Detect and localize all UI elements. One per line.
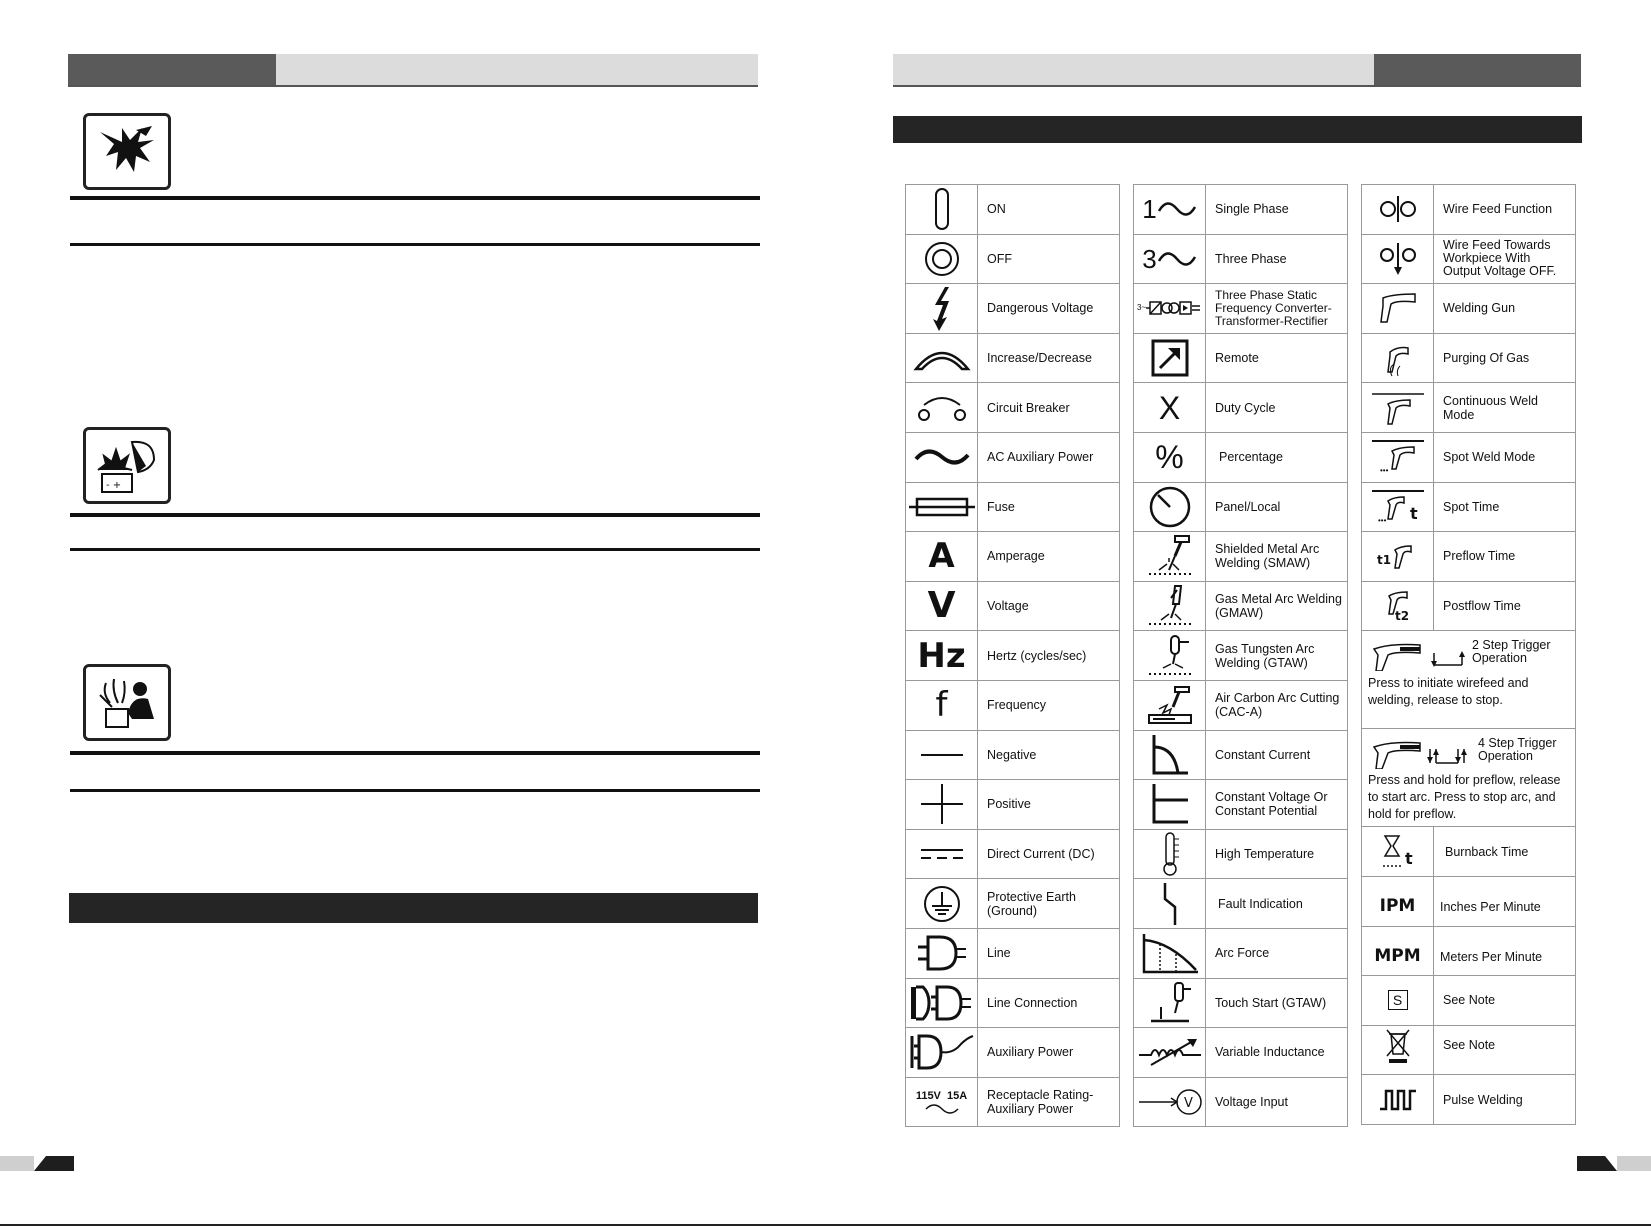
table-row xyxy=(1134,234,1348,284)
table-row xyxy=(906,730,1120,780)
converter-phase-glyph: 3~ xyxy=(1136,303,1147,313)
symbol-table-column3 xyxy=(1361,184,1576,1125)
table-row xyxy=(1362,827,1576,877)
left-section-heading-bar xyxy=(69,893,758,923)
section3-bottom-rule xyxy=(70,789,760,792)
welding-gun-icon xyxy=(1362,284,1434,334)
panel-local-icon xyxy=(1134,482,1206,532)
table-row xyxy=(906,581,1120,631)
table-row xyxy=(906,532,1120,582)
table-row xyxy=(906,1028,1120,1078)
voltage-icon: V xyxy=(906,581,978,631)
two-step-trigger-cell xyxy=(1362,631,1576,729)
table-row xyxy=(906,879,1120,929)
circuit-breaker-icon xyxy=(906,383,978,433)
symbol-label: Fault Indication xyxy=(1206,879,1348,929)
table-row xyxy=(1134,185,1348,235)
gmaw-icon xyxy=(1134,581,1206,631)
symbol-label: Percentage xyxy=(1206,432,1348,482)
hertz-icon: Hz xyxy=(906,631,978,681)
table-row xyxy=(1134,829,1348,879)
symbol-label: Wire Feed Towards Workpiece With Output Voltage OFF. xyxy=(1434,234,1576,284)
fuse-icon xyxy=(906,482,978,532)
table-row xyxy=(1134,978,1348,1028)
table-row xyxy=(1362,185,1576,235)
spot-time-icon xyxy=(1362,482,1434,532)
burnback-time-icon xyxy=(1362,827,1434,877)
fault-indication-icon xyxy=(1134,879,1206,929)
table-row xyxy=(1362,234,1576,284)
ac-auxiliary-power-icon xyxy=(906,432,978,482)
table-row xyxy=(906,680,1120,730)
table-row xyxy=(1134,730,1348,780)
ipm-icon: IPM xyxy=(1362,876,1434,926)
touch-start-icon xyxy=(1134,978,1206,1028)
symbol-label: Direct Current (DC) xyxy=(978,829,1120,879)
table-row xyxy=(906,780,1120,830)
table-row xyxy=(1134,383,1348,433)
purging-gas-icon xyxy=(1362,333,1434,383)
symbol-label: Duty Cycle xyxy=(1206,383,1348,433)
mpm-icon: MPM xyxy=(1362,926,1434,976)
left-header-underline xyxy=(68,85,758,87)
symbol-label: ON xyxy=(978,185,1120,235)
symbol-label: AC Auxiliary Power xyxy=(978,432,1120,482)
left-page-tab-light xyxy=(0,1156,34,1171)
table-row xyxy=(1134,284,1348,334)
symbol-label: Voltage xyxy=(978,581,1120,631)
table-row xyxy=(1134,432,1348,482)
table-row xyxy=(1362,1025,1576,1075)
table-row xyxy=(1362,976,1576,1026)
table-row xyxy=(1362,383,1576,433)
variable-inductance-icon xyxy=(1134,1028,1206,1078)
off-symbol-icon xyxy=(906,234,978,284)
negative-icon xyxy=(906,730,978,780)
symbol-label: Burnback Time xyxy=(1434,827,1576,877)
frequency-icon: f xyxy=(906,680,978,730)
symbol-label: Spot Time xyxy=(1434,482,1576,532)
symbol-label: Voltage Input xyxy=(1206,1077,1348,1127)
table-row xyxy=(1134,532,1348,582)
left-header-light-bar xyxy=(276,54,758,85)
table-row xyxy=(1362,532,1576,582)
symbol-label: OFF xyxy=(978,234,1120,284)
receptacle-rating-glyph: 115V 15A xyxy=(915,1089,968,1102)
symbol-label: Line xyxy=(978,928,1120,978)
wire-feed-towards-workpiece-icon xyxy=(1362,234,1434,284)
table-row xyxy=(906,928,1120,978)
symbol-label: Shielded Metal Arc Welding (SMAW) xyxy=(1206,532,1348,582)
table-row xyxy=(1362,729,1576,827)
symbol-label: Auxiliary Power xyxy=(978,1028,1120,1078)
symbol-label: See Note xyxy=(1434,976,1576,1026)
symbol-label: Panel/Local xyxy=(1206,482,1348,532)
three-phase-icon xyxy=(1134,234,1206,284)
moving-parts-hand-icon xyxy=(83,113,171,190)
single-phase-icon xyxy=(1134,185,1206,235)
symbol-label: See Note xyxy=(1434,1025,1576,1075)
right-header-underline xyxy=(893,85,1581,87)
symbol-label: Preflow Time xyxy=(1434,532,1576,582)
symbol-table-column1 xyxy=(905,184,1120,1127)
auxiliary-power-icon xyxy=(906,1028,978,1078)
preflow-time-glyph: t1 xyxy=(1376,553,1391,568)
table-row xyxy=(1134,928,1348,978)
section1-bottom-rule xyxy=(70,243,760,246)
two-step-trigger-desc: Press to initiate wirefeed and welding, release to stop. xyxy=(1368,676,1529,708)
symbol-label: Positive xyxy=(978,780,1120,830)
table-row xyxy=(1362,482,1576,532)
table-row xyxy=(906,829,1120,879)
table-row xyxy=(1362,631,1576,729)
table-row xyxy=(1362,581,1576,631)
table-row xyxy=(1362,926,1576,976)
battery-acid-spray-icon xyxy=(83,664,171,741)
remote-icon xyxy=(1134,333,1206,383)
symbol-label: Pulse Welding xyxy=(1434,1075,1576,1125)
preflow-time-icon xyxy=(1362,532,1434,582)
four-step-trigger-title: 4 Step Trigger Operation xyxy=(1478,736,1557,764)
constant-current-icon xyxy=(1134,730,1206,780)
table-row xyxy=(1362,1075,1576,1125)
table-row xyxy=(906,978,1120,1028)
symbol-label: Receptacle Rating-Auxiliary Power xyxy=(978,1077,1120,1127)
protective-earth-icon xyxy=(906,879,978,929)
symbol-label: Remote xyxy=(1206,333,1348,383)
symbol-label: Variable Inductance xyxy=(1206,1028,1348,1078)
right-section-heading-bar xyxy=(893,116,1582,143)
table-row xyxy=(1134,581,1348,631)
pulse-welding-icon xyxy=(1362,1075,1434,1125)
line-connection-icon xyxy=(906,978,978,1028)
table-row xyxy=(1134,879,1348,929)
four-step-trigger-desc: Press and hold for preflow, release to start arc. Press to stop arc, and hold for preflow. xyxy=(1368,773,1561,822)
duty-cycle-icon: X xyxy=(1134,383,1206,433)
arc-force-icon xyxy=(1134,928,1206,978)
table-row xyxy=(906,333,1120,383)
right-header-light-bar xyxy=(893,54,1374,85)
burnback-time-glyph: t xyxy=(1404,848,1413,868)
section2-bottom-rule xyxy=(70,548,760,551)
table-row xyxy=(1362,432,1576,482)
right-page-number-tab xyxy=(1577,1156,1617,1171)
section1-top-rule xyxy=(70,196,760,200)
two-step-trigger-icon xyxy=(1370,639,1470,671)
table-row xyxy=(1134,680,1348,730)
symbol-label: Protective Earth (Ground) xyxy=(978,879,1120,929)
spot-time-glyph: t xyxy=(1409,503,1418,523)
voltage-input-glyph: V xyxy=(1183,1095,1193,1111)
symbol-label: Three Phase Static Frequency Converter-Transformer-Rectifier xyxy=(1206,284,1348,334)
table-row xyxy=(1134,1028,1348,1078)
gtaw-icon xyxy=(1134,631,1206,681)
symbol-label: Three Phase xyxy=(1206,234,1348,284)
battery-explosion-icon xyxy=(83,427,171,504)
symbol-label: Constant Voltage Or Constant Potential xyxy=(1206,780,1348,830)
svg-text:- +: - + xyxy=(106,479,122,491)
constant-voltage-icon xyxy=(1134,780,1206,830)
symbol-label: Dangerous Voltage xyxy=(978,284,1120,334)
two-step-trigger-title: 2 Step Trigger Operation xyxy=(1472,638,1551,666)
symbol-label: Circuit Breaker xyxy=(978,383,1120,433)
right-page-tab-light xyxy=(1617,1156,1651,1171)
symbol-label: Spot Weld Mode xyxy=(1434,432,1576,482)
symbol-label: Continuous Weld Mode xyxy=(1434,383,1576,433)
postflow-time-glyph: t2 xyxy=(1394,609,1409,624)
symbol-label: Touch Start (GTAW) xyxy=(1206,978,1348,1028)
symbol-label: Meters Per Minute xyxy=(1434,926,1576,976)
symbol-label: Fuse xyxy=(978,482,1120,532)
receptacle-rating-icon xyxy=(906,1077,978,1127)
high-temperature-icon xyxy=(1134,829,1206,879)
symbol-label: Line Connection xyxy=(978,978,1120,1028)
continuous-weld-icon xyxy=(1362,383,1434,433)
amperage-icon: A xyxy=(906,532,978,582)
table-row xyxy=(906,383,1120,433)
dangerous-voltage-icon xyxy=(906,284,978,334)
table-row xyxy=(906,482,1120,532)
postflow-time-icon xyxy=(1362,581,1434,631)
wire-feed-function-icon xyxy=(1362,185,1434,235)
spot-weld-icon xyxy=(1362,432,1434,482)
table-row xyxy=(1134,780,1348,830)
symbol-label: High Temperature xyxy=(1206,829,1348,879)
table-row xyxy=(1134,333,1348,383)
increase-decrease-icon xyxy=(906,333,978,383)
symbol-label: Welding Gun xyxy=(1434,284,1576,334)
on-symbol-icon xyxy=(906,185,978,235)
symbol-label: Amperage xyxy=(978,532,1120,582)
see-note-s-glyph: S xyxy=(1388,990,1408,1010)
symbol-label: Arc Force xyxy=(1206,928,1348,978)
four-step-trigger-cell xyxy=(1362,729,1576,827)
smaw-icon xyxy=(1134,532,1206,582)
phase-number: 3 xyxy=(1142,243,1157,274)
left-page-number-tab xyxy=(34,1156,74,1171)
symbol-label: Frequency xyxy=(978,680,1120,730)
four-step-trigger-icon xyxy=(1370,737,1474,769)
symbol-label: Postflow Time xyxy=(1434,581,1576,631)
table-row xyxy=(906,234,1120,284)
line-plug-icon xyxy=(906,928,978,978)
symbol-label: Air Carbon Arc Cutting (CAC-A) xyxy=(1206,680,1348,730)
static-converter-icon xyxy=(1134,284,1206,334)
percentage-icon: % xyxy=(1134,432,1206,482)
table-row xyxy=(1134,1077,1348,1127)
symbol-label: Inches Per Minute xyxy=(1434,876,1576,926)
symbol-label: Constant Current xyxy=(1206,730,1348,780)
symbol-label: Negative xyxy=(978,730,1120,780)
symbol-label: Increase/Decrease xyxy=(978,333,1120,383)
table-row xyxy=(906,432,1120,482)
symbol-label: Purging Of Gas xyxy=(1434,333,1576,383)
table-row xyxy=(1134,631,1348,681)
table-row xyxy=(1362,876,1576,926)
table-row xyxy=(906,284,1120,334)
see-note-s-icon xyxy=(1362,976,1434,1026)
direct-current-icon xyxy=(906,829,978,879)
table-row xyxy=(1362,284,1576,334)
svg-text:•••: ••• xyxy=(1379,466,1388,476)
symbol-label: Gas Metal Arc Welding (GMAW) xyxy=(1206,581,1348,631)
phase-number: 1 xyxy=(1142,194,1157,225)
right-header-dark-tab xyxy=(1374,54,1581,85)
voltage-input-icon xyxy=(1134,1077,1206,1127)
table-row xyxy=(906,1077,1120,1127)
symbol-label: Single Phase xyxy=(1206,185,1348,235)
left-header-dark-tab xyxy=(68,54,276,85)
section2-top-rule xyxy=(70,513,760,517)
symbol-label: Wire Feed Function xyxy=(1434,185,1576,235)
positive-icon xyxy=(906,780,978,830)
svg-text:•••: ••• xyxy=(1377,515,1386,525)
table-row xyxy=(1362,333,1576,383)
see-note-weee-icon xyxy=(1362,1025,1434,1075)
table-row xyxy=(906,631,1120,681)
symbol-table-column2 xyxy=(1133,184,1348,1127)
section3-top-rule xyxy=(70,751,760,755)
symbol-label: Gas Tungsten Arc Welding (GTAW) xyxy=(1206,631,1348,681)
symbol-label: Hertz (cycles/sec) xyxy=(978,631,1120,681)
table-row xyxy=(1134,482,1348,532)
cac-a-icon xyxy=(1134,680,1206,730)
table-row xyxy=(906,185,1120,235)
